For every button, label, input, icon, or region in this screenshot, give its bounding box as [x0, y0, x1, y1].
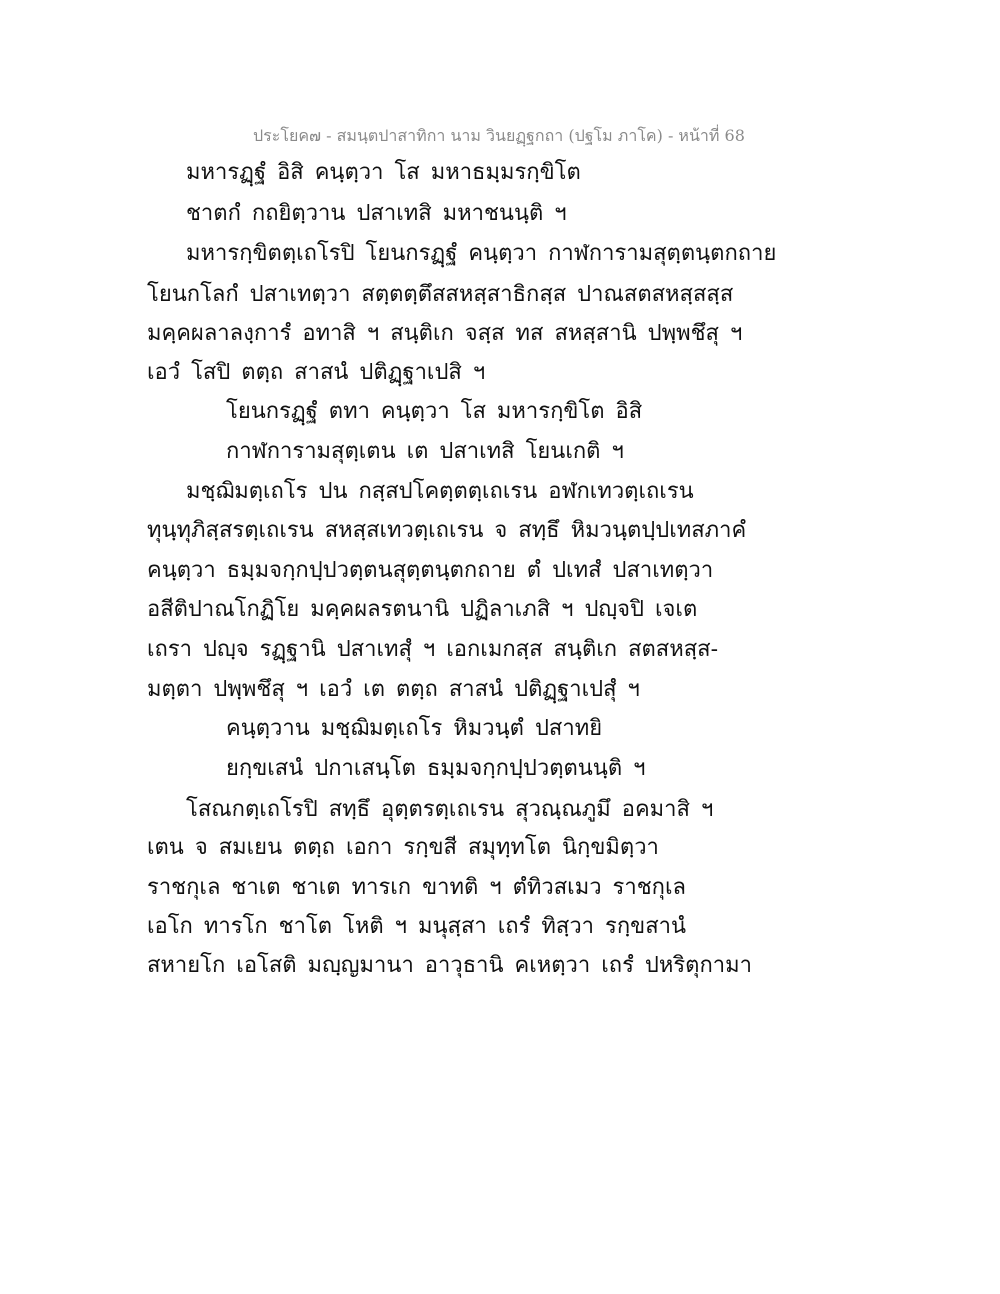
page-header: ประโยค๗ - สมนฺตปาสาทิกา นาม วินยฏฺฐกถา (ปฐโม ภาโค) - หน้าที่ 68 [253, 126, 745, 145]
paragraph-first-line: มชฺฌิมตฺเถโร ปน กสฺสปโคตฺตตฺเถเรน อฬกเทวตฺเถเรน [186, 479, 694, 504]
paragraph-line: โยนกโลกํ ปสาเทตฺวา สตฺตตฺตึสสหสฺสาธิกสฺส ปาณสตสหสฺสสฺส [147, 282, 734, 307]
paragraph-line: มคฺคผลาลงฺการํ อทาสิ ฯ สนฺติเก จสฺส ทส สหสฺสานิ ปพฺพชึสุ ฯ [147, 321, 743, 346]
verse-line: ยกฺขเสนํ ปกาเสนฺโต ธมฺมจกฺกปฺปวตฺตนนฺติ ฯ [226, 756, 646, 781]
paragraph-line: มตฺตา ปพฺพชึสุ ฯ เอวํ เต ตตฺถ สาสนํ ปติฏฺฐาเปสุํ ฯ [147, 677, 640, 702]
paragraph-line: เอวํ โสปิ ตตฺถ สาสนํ ปติฏฺฐาเปสิ ฯ [147, 360, 486, 385]
paragraph-line: อสีติปาณโกฏิโย มคฺคผลรตนานิ ปฏิลาเภสิ ฯ ปญฺจปิ เจเต [147, 597, 698, 622]
paragraph-line: เอโก ทารโก ชาโต โหติ ฯ มนุสฺสา เถรํ ทิสฺวา รกฺขสานํ [147, 914, 687, 939]
paragraph-line: ราชกุเล ชาเต ชาเต ทารเก ขาทติ ฯ ตํทิวสเมว ราชกุเล [147, 875, 686, 900]
paragraph-line: สหายโก เอโสติ มญฺญมานา อาวุธานิ คเหตฺวา เถรํ ปหริตุกามา [147, 953, 753, 978]
verse-line: กาฬการามสุตฺเตน เต ปสาเทสิ โยนเกติ ฯ [226, 439, 624, 464]
verse-line: มหารฏฺฐํ อิสิ คนฺตฺวา โส มหาธมฺมรกฺขิโต [186, 160, 581, 185]
paragraph-first-line: โสณกตฺเถโรปิ สทฺธึ อุตฺตรตฺเถเรน สุวณฺณภูมึ อคมาสิ ฯ [186, 797, 714, 822]
paragraph-line: เถรา ปญฺจ รฏฺฐานิ ปสาเทสุํ ฯ เอกเมกสฺส สนฺติเก สตสหสฺส- [147, 637, 719, 662]
paragraph-first-line: มหารกฺขิตตฺเถโรปิ โยนกรฏฺฐํ คนฺตฺวา กาฬการามสุตฺตนฺตกถาย [186, 241, 777, 266]
paragraph-line: ทุนฺทุภิสฺสรตฺเถเรน สหสฺสเทวตฺเถเรน จ สทฺธึ หิมวนฺตปฺปเทสภาคํ [147, 518, 747, 543]
verse-line: คนฺตฺวาน มชฺฌิมตฺเถโร หิมวนฺตํ ปสาทยิ [226, 716, 603, 741]
paragraph-line: คนฺตฺวา ธมฺมจกฺกปฺปวตฺตนสุตฺตนฺตกถาย ตํ ปเทสํ ปสาเทตฺวา [147, 558, 714, 583]
verse-line: ชาตกํ กถยิตฺวาน ปสาเทสิ มหาชนนฺติ ฯ [186, 201, 567, 226]
paragraph-line: เตน จ สมเยน ตตฺถ เอกา รกฺขสี สมุทฺทโต นิกฺขมิตฺวา [147, 835, 659, 860]
verse-line: โยนกรฏฺฐํ ตทา คนฺตฺวา โส มหารกฺขิโต อิสิ [226, 399, 643, 424]
